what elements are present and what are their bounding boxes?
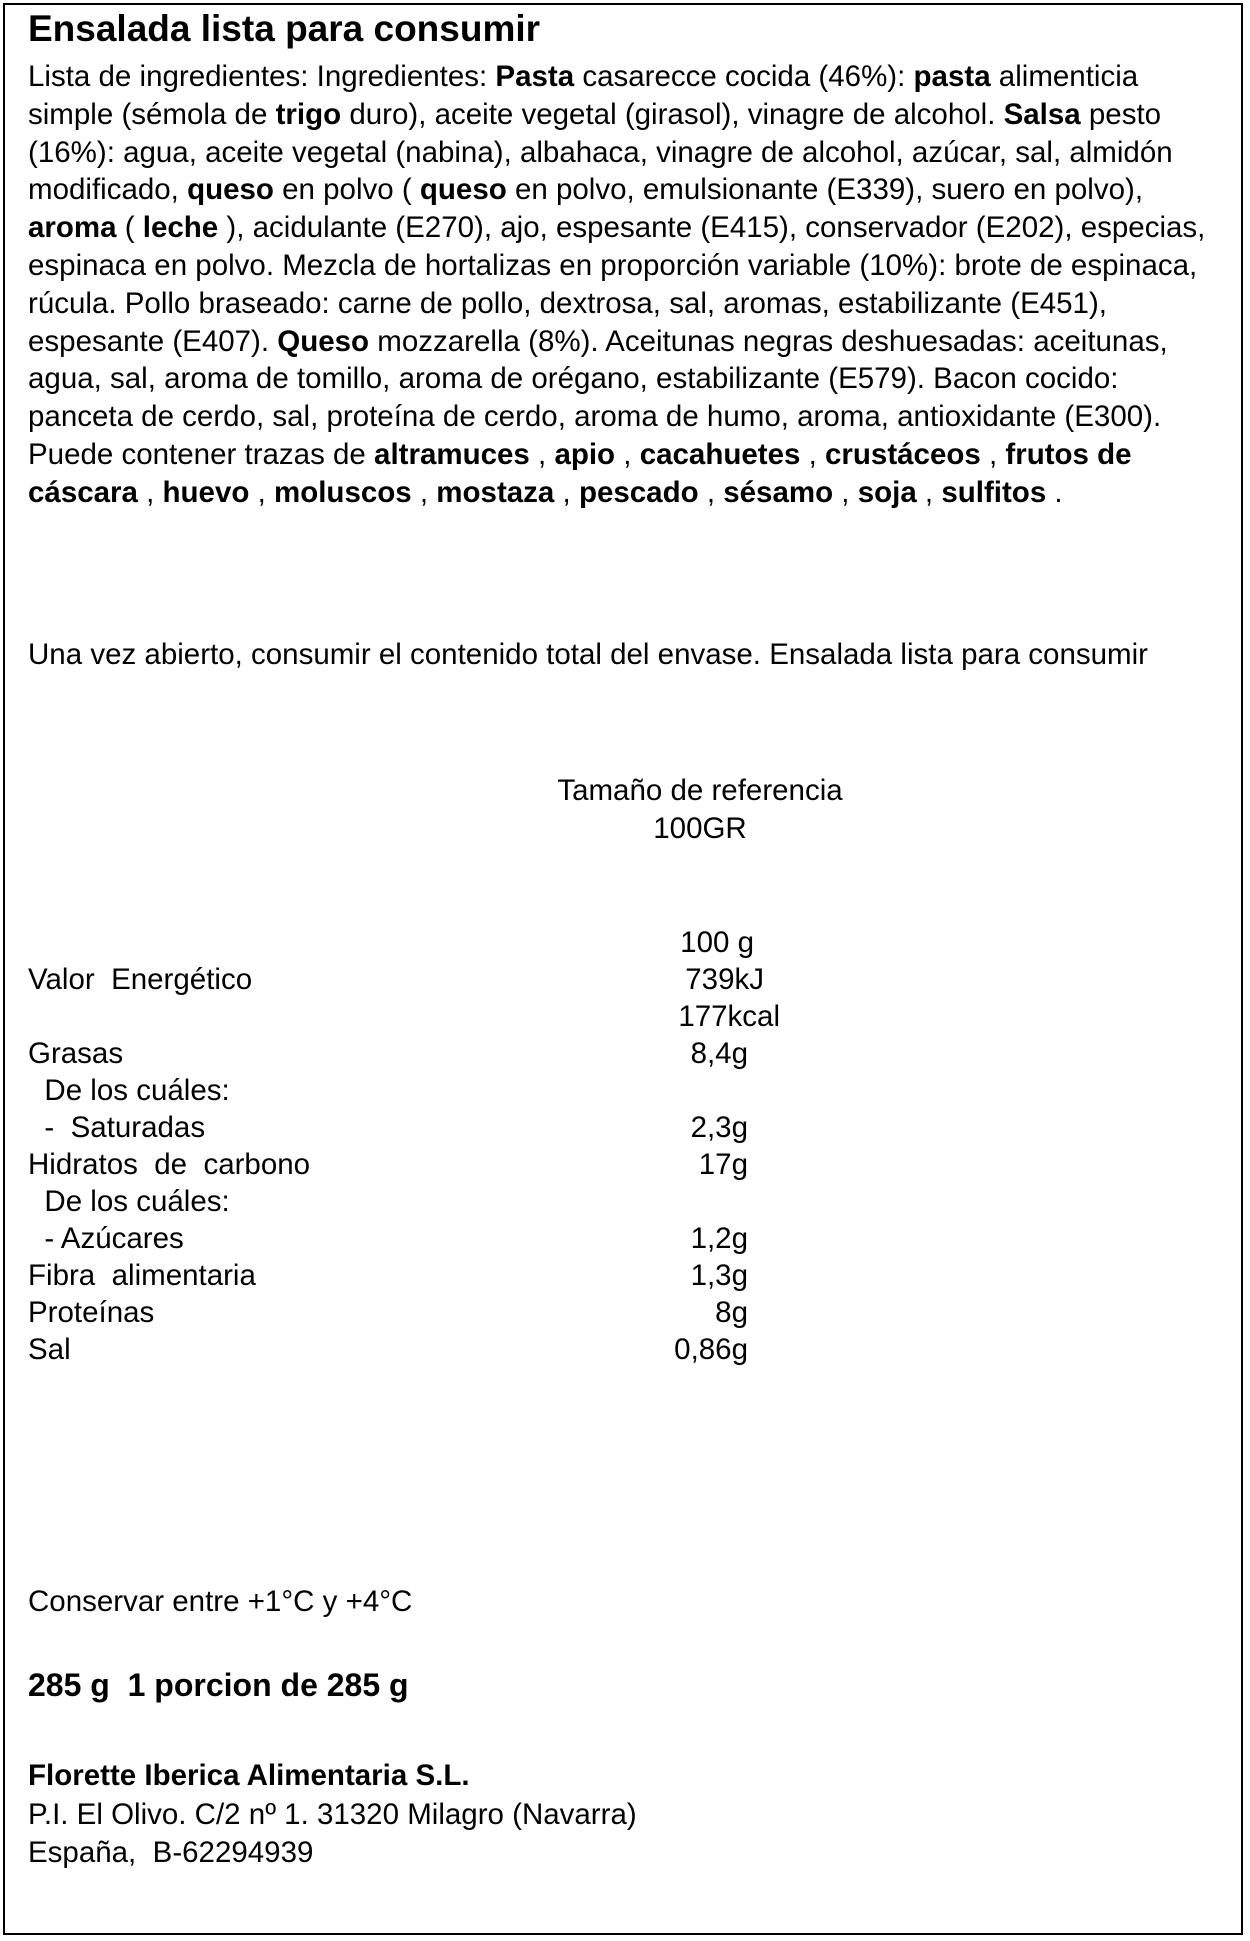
nutrition-row [28, 1035, 748, 1072]
allergen-trace: frutos de cáscara [28, 437, 1132, 509]
ingredient-fragment: ), acidulante (E270), ajo, espesante (E415), conservador (E202), especias, espinaca en polvo. Mezcla de hortalizas en proporción variable (10%): brote de espinaca, rúcula. Pollo braseado: carne de pollo, dextrosa, sal, aromas, estabilizante (E451), espesante (E407). [28, 211, 1206, 358]
ingredient-fragment: casarecce cocida (46%): [574, 60, 914, 93]
nutrition-label: Proteínas [28, 1296, 155, 1329]
nutrition-value: 1,3g [690, 1259, 748, 1292]
nutrition-row [28, 998, 780, 1035]
allergen-trace: huevo [162, 475, 250, 509]
nutrition-label: Hidratos de carbono [28, 1148, 311, 1181]
allergen-trace: sésamo [723, 475, 834, 509]
nutrition-label: - Saturadas [28, 1111, 206, 1144]
ingredient-fragment: , [554, 475, 579, 509]
ingredient-fragment: , [615, 437, 640, 471]
ingredient-highlight: trigo [275, 97, 342, 131]
nutrition-row [28, 1072, 748, 1109]
ingredient-fragment: , [916, 475, 942, 509]
usage-advice: Una vez abierto, consumir el contenido total del envase. Ensalada lista para consumir [28, 638, 1148, 671]
ingredient-fragment: en polvo, emulsionante (E339), suero en polvo), [506, 173, 1144, 207]
product-label [3, 3, 1243, 1935]
ingredient-fragment: , [411, 475, 437, 509]
nutrition-value: 8,4g [690, 1037, 748, 1070]
ingredient-fragment: , [980, 437, 1006, 471]
nutrition-value: 0,86g [674, 1333, 748, 1366]
ingredient-fragment: , [800, 437, 825, 471]
company-country-id: España, B-62294939 [28, 1836, 314, 1869]
nutrition-label: - Azúcares [28, 1222, 184, 1255]
nutrition-value: 739kJ [685, 963, 764, 996]
reference-value: 100GR [653, 812, 747, 845]
ingredient-fragment: alimenticia simple (sémola de [28, 60, 1139, 131]
ingredient-fragment: en polvo ( [273, 173, 420, 207]
nutrition-value: 1,2g [690, 1222, 748, 1255]
nutrition-label: Valor Energético [28, 963, 253, 996]
nutrition-label: De los cuáles: [28, 1074, 230, 1107]
nutrition-row [28, 961, 764, 998]
ingredient-highlight: Pasta [495, 60, 575, 93]
allergen-trace: moluscos [273, 475, 412, 509]
nutrition-row [28, 1183, 748, 1220]
ingredient-fragment: mozzarella (8%). Aceitunas negras deshuesadas: aceitunas, agua, sal, aroma de tomillo, aroma de orégano, estabilizante (E579). Bacon cocido: panceta de cerdo, sal, proteína de cerdo, aroma de humo, aroma, antioxidante (E300). Puede contener trazas de [28, 324, 1168, 471]
nutrition-label: De los cuáles: [28, 1185, 230, 1218]
nutrition-value: 17g [698, 1148, 748, 1181]
ingredient-highlight: aroma [28, 211, 117, 245]
ingredient-fragment: , [698, 475, 724, 509]
ingredient-fragment: , [137, 475, 163, 509]
company-address: P.I. El Olivo. C/2 nº 1. 31320 Milagro (Navarra) [28, 1798, 637, 1831]
reference-label: Tamaño de referencia [557, 774, 843, 807]
storage-instructions: Conservar entre +1°C y +4°C [28, 1585, 413, 1618]
allergen-trace: altramuces [374, 437, 530, 471]
nutrition-label: Sal [28, 1333, 71, 1366]
nutrition-row [28, 1294, 748, 1331]
nutrition-value: 177kcal [678, 1000, 780, 1033]
ingredient-highlight: queso [419, 173, 507, 207]
ingredient-fragment: , [833, 475, 858, 509]
allergen-trace: crustáceos [825, 437, 981, 471]
allergen-trace: soja [857, 475, 917, 509]
allergen-trace: apio [554, 437, 616, 471]
nutrition-label: Fibra alimentaria [28, 1259, 256, 1292]
ingredient-fragment: pesto (16%): agua, aceite vegetal (nabina), albahaca, vinagre de alcohol, azúcar, sal, almidón modificado, [28, 97, 1173, 207]
allergen-trace: pescado [578, 475, 699, 509]
company-name: Florette Iberica Alimentaria S.L. [28, 1759, 470, 1792]
ingredient-fragment: , [529, 437, 555, 471]
allergen-trace: mostaza [436, 475, 555, 509]
ingredient-fragment: Lista de ingredientes: Ingredientes: [28, 60, 496, 93]
product-title: Ensalada lista para consumir [28, 8, 541, 49]
nutrition-label: Grasas [28, 1037, 124, 1070]
net-weight: 285 g 1 porcion de 285 g [28, 1667, 409, 1703]
ingredient-highlight: Queso [277, 324, 370, 358]
nutrition-row [28, 1146, 748, 1183]
nutrition-row [28, 1331, 748, 1368]
allergen-trace: cacahuetes [639, 437, 801, 471]
ingredient-fragment: , [249, 475, 274, 509]
ingredient-highlight: leche [142, 211, 219, 245]
ingredient-fragment: . [1046, 475, 1063, 509]
ingredient-highlight: pasta [913, 60, 991, 93]
ingredient-highlight: queso [187, 173, 274, 207]
ingredient-fragment: ( [116, 211, 143, 245]
nutrition-value: 8g [715, 1296, 748, 1329]
nutrition-header-row [28, 924, 754, 961]
nutrition-row [28, 1220, 748, 1257]
allergen-trace: sulfitos [941, 475, 1047, 509]
nutrition-value: 2,3g [690, 1111, 748, 1144]
nutrition-row [28, 1109, 748, 1146]
ingredients-text [28, 58, 1228, 512]
ingredient-fragment: duro), aceite vegetal (girasol), vinagre de alcohol. [341, 97, 1004, 131]
nutrition-header: 100 g [680, 926, 754, 959]
reference-size [475, 772, 925, 848]
nutrition-row [28, 1257, 748, 1294]
ingredient-highlight: Salsa [1003, 97, 1081, 131]
